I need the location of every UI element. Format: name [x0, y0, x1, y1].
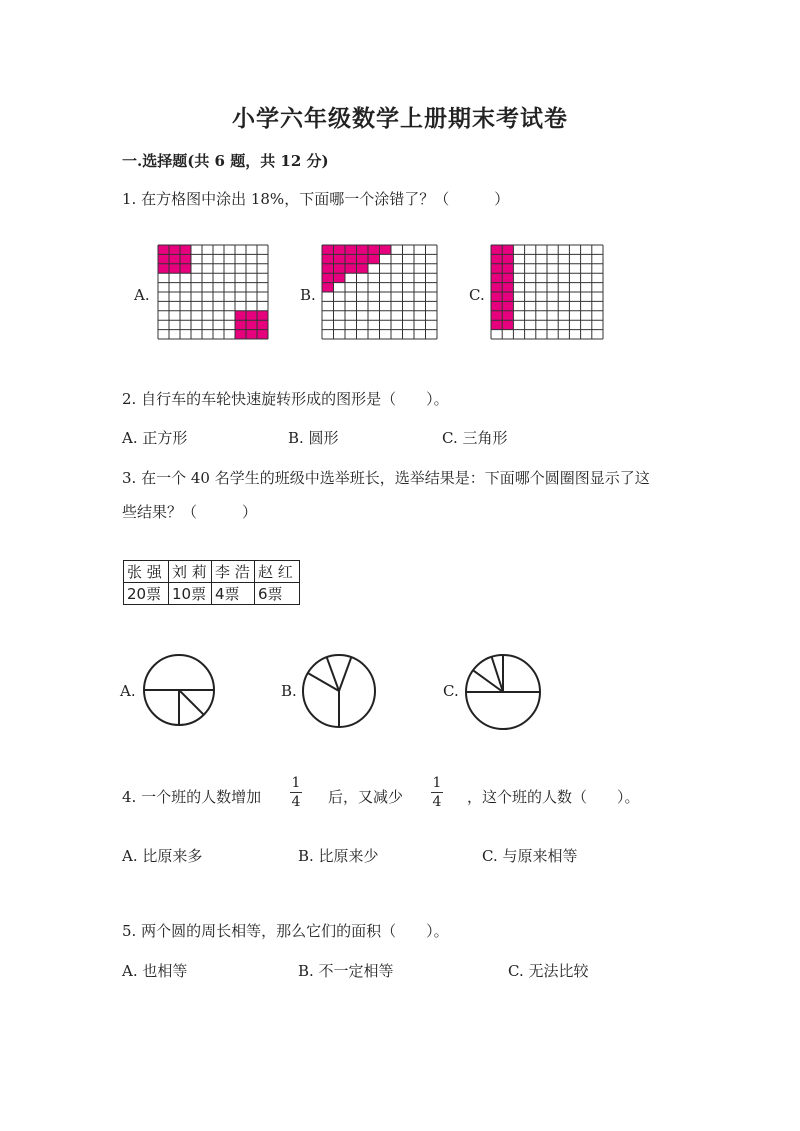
shaded-cell — [491, 311, 502, 320]
table-cell: 张 强 — [124, 561, 169, 583]
q2-option-b[interactable]: B. 圆形 — [288, 429, 339, 447]
shaded-cell — [491, 264, 502, 273]
fraction-bar — [290, 792, 302, 793]
shaded-cell — [180, 245, 191, 254]
shaded-cell — [334, 254, 346, 263]
shaded-cell — [235, 330, 246, 339]
page-title: 小学六年级数学上册期末考试卷 — [232, 105, 568, 132]
shaded-cell — [257, 311, 268, 320]
fraction-numerator: 1 — [432, 775, 442, 791]
question-3-text-line1: 3. 在一个 40 名学生的班级中选举班长，选举结果是：下面哪个圆圈图显示了这 — [122, 469, 650, 487]
shaded-cell — [502, 245, 513, 254]
table-cell: 20票 — [124, 583, 169, 605]
shaded-cell — [502, 283, 513, 292]
shaded-cell — [235, 311, 246, 320]
shaded-cell — [257, 320, 268, 329]
q5-option-b[interactable]: B. 不一定相等 — [298, 962, 394, 980]
shaded-cell — [322, 245, 334, 254]
shaded-cell — [180, 254, 191, 263]
circle-a-label[interactable]: A. — [120, 682, 136, 700]
fraction-numerator: 1 — [291, 775, 301, 791]
q5-option-c[interactable]: C. 无法比较 — [508, 962, 589, 980]
votes-count-row — [124, 583, 300, 605]
shaded-cell — [345, 245, 357, 254]
shaded-cell — [491, 283, 502, 292]
circle-b-label[interactable]: B. — [281, 682, 297, 700]
question-2-text: 2. 自行车的车轮快速旋转形成的图形是（ ）。 — [122, 390, 449, 408]
shaded-cell — [169, 264, 180, 273]
shaded-cell — [502, 311, 513, 320]
shaded-cell — [502, 320, 513, 329]
question-3-text-line2: 些结果？（ ） — [122, 503, 258, 521]
section-heading: 一.选择题(共 6 题，共 12 分) — [122, 152, 329, 170]
shaded-cell — [502, 301, 513, 310]
shaded-cell — [380, 245, 392, 254]
table-cell: 6票 — [255, 583, 300, 605]
question-4-text-part1: 4. 一个班的人数增加 — [122, 788, 262, 806]
shaded-cell — [491, 273, 502, 282]
shaded-cell — [322, 264, 334, 273]
grid-b — [322, 245, 438, 340]
shaded-cell — [158, 245, 169, 254]
shaded-cell — [491, 320, 502, 329]
shaded-cell — [491, 245, 502, 254]
fraction-bar — [431, 792, 443, 793]
fraction-denominator: 4 — [291, 794, 301, 810]
table-cell: 10票 — [169, 583, 212, 605]
fraction-one-quarter — [429, 775, 445, 810]
shaded-cell — [257, 330, 268, 339]
shaded-cell — [502, 254, 513, 263]
circle-c — [465, 654, 541, 730]
circle-b — [302, 654, 376, 728]
grid-b-label[interactable]: B. — [300, 286, 316, 304]
shaded-cell — [322, 273, 334, 282]
grid-a — [158, 245, 269, 340]
q4-option-a[interactable]: A. 比原来多 — [122, 847, 203, 865]
shaded-cell — [345, 254, 357, 263]
shaded-cell — [334, 273, 346, 282]
shaded-cell — [322, 283, 334, 292]
question-4-text-part3: ，这个班的人数（ ）。 — [467, 788, 640, 806]
fraction-denominator: 4 — [432, 794, 442, 810]
shaded-cell — [246, 330, 257, 339]
question-5-text: 5. 两个圆的周长相等，那么它们的面积（ ）。 — [122, 922, 449, 940]
shaded-cell — [169, 254, 180, 263]
shaded-cell — [334, 264, 346, 273]
shaded-cell — [491, 301, 502, 310]
shaded-cell — [502, 273, 513, 282]
q4-option-c[interactable]: C. 与原来相等 — [482, 847, 578, 865]
q5-option-a[interactable]: A. 也相等 — [122, 962, 188, 980]
votes-names-row — [124, 561, 300, 583]
shaded-cell — [357, 264, 369, 273]
shaded-cell — [345, 264, 357, 273]
shaded-cell — [491, 254, 502, 263]
shaded-cell — [491, 292, 502, 301]
grid-c — [491, 245, 604, 340]
shaded-cell — [180, 264, 191, 273]
table-cell: 刘 莉 — [169, 561, 212, 583]
table-cell: 4票 — [212, 583, 255, 605]
circle-c-label[interactable]: C. — [443, 682, 459, 700]
fraction-one-quarter — [288, 775, 304, 810]
shaded-cell — [502, 292, 513, 301]
q4-option-b[interactable]: B. 比原来少 — [298, 847, 379, 865]
shaded-cell — [368, 245, 380, 254]
shaded-cell — [502, 264, 513, 273]
shaded-cell — [235, 320, 246, 329]
shaded-cell — [158, 264, 169, 273]
votes-table — [123, 560, 300, 605]
circle-a — [143, 654, 215, 726]
shaded-cell — [246, 320, 257, 329]
q2-option-c[interactable]: C. 三角形 — [442, 429, 508, 447]
table-cell: 李 浩 — [212, 561, 255, 583]
q2-option-a[interactable]: A. 正方形 — [122, 429, 188, 447]
grid-a-label[interactable]: A. — [134, 286, 150, 304]
shaded-cell — [169, 245, 180, 254]
shaded-cell — [158, 254, 169, 263]
shaded-cell — [357, 245, 369, 254]
question-4-text-part2: 后，又减少 — [328, 788, 404, 806]
shaded-cell — [368, 254, 380, 263]
question-1-text: 1. 在方格图中涂出 18%，下面哪一个涂错了？（ ） — [122, 190, 510, 208]
shaded-cell — [322, 254, 334, 263]
shaded-cell — [334, 245, 346, 254]
shaded-cell — [357, 254, 369, 263]
shaded-cell — [246, 311, 257, 320]
table-cell: 赵 红 — [255, 561, 300, 583]
grid-c-label[interactable]: C. — [469, 286, 485, 304]
